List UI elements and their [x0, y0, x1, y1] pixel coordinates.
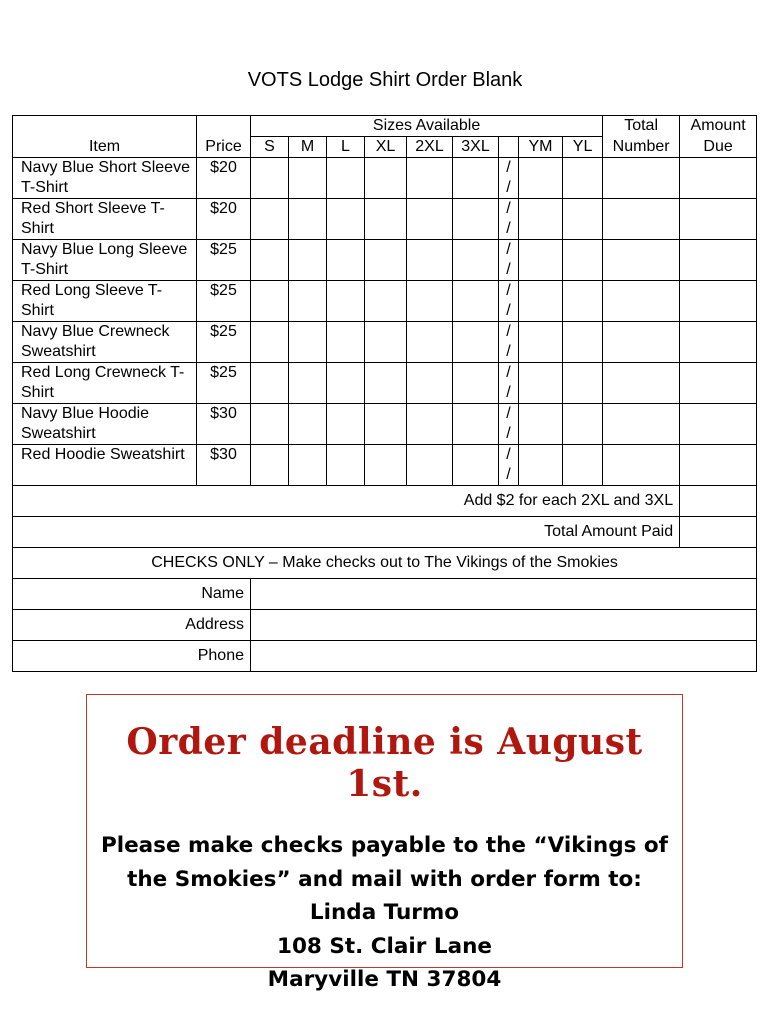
slash-mark: / — [506, 220, 511, 237]
qty-cell-s[interactable] — [251, 158, 289, 199]
phone-label: Phone — [13, 641, 251, 672]
price-header: Price — [197, 137, 251, 158]
item-price: $25 — [197, 322, 251, 363]
deadline-heading: Order deadline is August 1st. — [126, 721, 643, 805]
qty-cell-2xl[interactable] — [407, 281, 453, 322]
qty-cell-l[interactable] — [327, 281, 365, 322]
qty-cell-s[interactable] — [251, 240, 289, 281]
qty-cell-xl[interactable] — [365, 199, 407, 240]
name-label: Name — [13, 579, 251, 610]
size-header-s: S — [251, 137, 289, 158]
total-number-cell[interactable] — [603, 158, 680, 199]
item-header: Item — [13, 116, 197, 158]
mailing-street: 108 St. Clair Lane — [277, 933, 492, 959]
qty-cell-2xl[interactable] — [407, 199, 453, 240]
qty-cell-yl[interactable] — [563, 363, 603, 404]
qty-cell-2xl[interactable] — [407, 404, 453, 445]
qty-cell-yl[interactable] — [563, 199, 603, 240]
qty-cell-xl[interactable] — [365, 240, 407, 281]
total-number-cell[interactable] — [603, 404, 680, 445]
amount-header-line1: Amount — [680, 116, 757, 137]
qty-cell-m[interactable] — [289, 281, 327, 322]
size-slash-cell[interactable] — [499, 158, 519, 199]
qty-cell-3xl[interactable] — [453, 322, 499, 363]
qty-cell-3xl[interactable] — [453, 199, 499, 240]
mailing-line-1: Please make checks payable to the “Vikings of — [100, 833, 669, 858]
slash-mark: / — [506, 446, 511, 463]
slash-mark: / — [506, 466, 511, 483]
qty-cell-2xl[interactable] — [407, 240, 453, 281]
slash-mark: / — [506, 302, 511, 319]
qty-cell-yl[interactable] — [563, 322, 603, 363]
amount-due-cell[interactable] — [680, 240, 757, 281]
qty-cell-xl[interactable] — [365, 363, 407, 404]
qty-cell-m[interactable] — [289, 445, 327, 486]
qty-cell-3xl[interactable] — [453, 240, 499, 281]
amount-due-cell[interactable] — [680, 363, 757, 404]
mailing-instructions — [87, 829, 682, 997]
address-label: Address — [13, 610, 251, 641]
qty-cell-ym[interactable] — [519, 240, 563, 281]
item-price: $25 — [197, 363, 251, 404]
item-price: $20 — [197, 158, 251, 199]
qty-cell-xl[interactable] — [365, 281, 407, 322]
amount-due-cell[interactable] — [680, 199, 757, 240]
slash-mark: / — [506, 364, 511, 381]
sizes-available-header: Sizes Available — [251, 116, 603, 137]
qty-cell-l[interactable] — [327, 404, 365, 445]
size-header-blank — [499, 137, 519, 158]
total-header-line1: Total — [603, 116, 680, 137]
size-header-l: L — [327, 137, 365, 158]
amount-due-cell[interactable] — [680, 445, 757, 486]
item-price: $25 — [197, 240, 251, 281]
item-name: Red Long Sleeve T-Shirt — [13, 281, 197, 322]
page-title: VOTS Lodge Shirt Order Blank — [247, 69, 523, 91]
slash-mark: / — [506, 425, 511, 442]
total-number-cell[interactable] — [603, 363, 680, 404]
item-name: Red Short Sleeve T-Shirt — [13, 199, 197, 240]
qty-cell-yl[interactable] — [563, 445, 603, 486]
qty-cell-s[interactable] — [251, 322, 289, 363]
qty-cell-xl[interactable] — [365, 322, 407, 363]
qty-cell-s[interactable] — [251, 199, 289, 240]
qty-cell-m[interactable] — [289, 158, 327, 199]
total-paid-label: Total Amount Paid — [13, 517, 680, 548]
mailing-city: Maryville TN 37804 — [267, 967, 502, 992]
qty-cell-ym[interactable] — [519, 158, 563, 199]
item-name: Red Long Crewneck T-Shirt — [13, 363, 197, 404]
qty-cell-yl[interactable] — [563, 404, 603, 445]
qty-cell-xl[interactable] — [365, 404, 407, 445]
surcharge-note: Add $2 for each 2XL and 3XL — [13, 486, 680, 517]
qty-cell-2xl[interactable] — [407, 363, 453, 404]
name-field[interactable] — [251, 579, 757, 610]
amount-due-cell[interactable] — [680, 322, 757, 363]
size-header-3xl: 3XL — [453, 137, 499, 158]
total-number-cell[interactable] — [603, 199, 680, 240]
qty-cell-s[interactable] — [251, 363, 289, 404]
qty-cell-3xl[interactable] — [453, 281, 499, 322]
qty-cell-ym[interactable] — [519, 404, 563, 445]
item-name: Navy Blue Long Sleeve T-Shirt — [13, 240, 197, 281]
item-price: $30 — [197, 445, 251, 486]
qty-cell-ym[interactable] — [519, 322, 563, 363]
slash-mark: / — [506, 384, 511, 401]
total-paid-cell[interactable] — [680, 517, 757, 548]
qty-cell-yl[interactable] — [563, 158, 603, 199]
total-header-line2: Number — [603, 137, 680, 158]
qty-cell-l[interactable] — [327, 445, 365, 486]
qty-cell-yl[interactable] — [563, 240, 603, 281]
qty-cell-m[interactable] — [289, 322, 327, 363]
qty-cell-l[interactable] — [327, 322, 365, 363]
qty-cell-3xl[interactable] — [453, 404, 499, 445]
qty-cell-m[interactable] — [289, 363, 327, 404]
item-row — [13, 240, 757, 281]
slash-mark: / — [506, 405, 511, 422]
size-slash-cell[interactable] — [499, 281, 519, 322]
order-notice-box — [86, 694, 683, 992]
qty-cell-xl[interactable] — [365, 445, 407, 486]
qty-cell-l[interactable] — [327, 240, 365, 281]
qty-cell-ym[interactable] — [519, 363, 563, 404]
item-name: Navy Blue Short Sleeve T-Shirt — [13, 158, 197, 199]
item-price: $25 — [197, 281, 251, 322]
amount-due-cell[interactable] — [680, 158, 757, 199]
qty-cell-l[interactable] — [327, 158, 365, 199]
surcharge-amount-cell[interactable] — [680, 486, 757, 517]
order-table — [12, 115, 757, 672]
slash-mark: / — [506, 323, 511, 340]
qty-cell-2xl[interactable] — [407, 322, 453, 363]
size-slash-cell[interactable] — [499, 445, 519, 486]
qty-cell-l[interactable] — [327, 363, 365, 404]
phone-field[interactable] — [251, 641, 757, 672]
size-header-2xl: 2XL — [407, 137, 453, 158]
qty-cell-ym[interactable] — [519, 281, 563, 322]
size-header-ym: YM — [519, 137, 563, 158]
mailing-line-2: the Smokies” and mail with order form to: — [127, 866, 642, 892]
item-row — [13, 199, 757, 240]
size-slash-cell[interactable] — [499, 199, 519, 240]
qty-cell-2xl[interactable] — [407, 158, 453, 199]
mailing-name: Linda Turmo — [309, 900, 460, 925]
qty-cell-m[interactable] — [289, 199, 327, 240]
size-slash-cell[interactable] — [499, 240, 519, 281]
qty-cell-3xl[interactable] — [453, 445, 499, 486]
slash-mark: / — [506, 241, 511, 258]
item-price: $20 — [197, 199, 251, 240]
size-header-yl: YL — [563, 137, 603, 158]
total-number-cell[interactable] — [603, 281, 680, 322]
qty-cell-ym[interactable] — [519, 445, 563, 486]
size-header-xl: XL — [365, 137, 407, 158]
slash-mark: / — [506, 159, 511, 176]
slash-mark: / — [506, 282, 511, 299]
total-number-cell[interactable] — [603, 240, 680, 281]
total-number-cell[interactable] — [603, 445, 680, 486]
qty-cell-s[interactable] — [251, 445, 289, 486]
qty-cell-yl[interactable] — [563, 281, 603, 322]
amount-due-cell[interactable] — [680, 281, 757, 322]
item-row — [13, 158, 757, 199]
size-slash-cell[interactable] — [499, 404, 519, 445]
item-name: Navy Blue Hoodie Sweatshirt — [13, 404, 197, 445]
checks-note: CHECKS ONLY – Make checks out to The Vikings of the Smokies — [13, 548, 757, 579]
item-row — [13, 404, 757, 445]
size-slash-cell[interactable] — [499, 322, 519, 363]
slash-mark: / — [506, 343, 511, 360]
item-row — [13, 281, 757, 322]
address-field[interactable] — [251, 610, 757, 641]
total-number-cell[interactable] — [603, 322, 680, 363]
qty-cell-s[interactable] — [251, 404, 289, 445]
qty-cell-m[interactable] — [289, 240, 327, 281]
item-name: Red Hoodie Sweatshirt — [13, 445, 197, 486]
qty-cell-xl[interactable] — [365, 158, 407, 199]
qty-cell-ym[interactable] — [519, 199, 563, 240]
item-name: Navy Blue Crewneck Sweatshirt — [13, 322, 197, 363]
qty-cell-l[interactable] — [327, 199, 365, 240]
qty-cell-2xl[interactable] — [407, 445, 453, 486]
amount-due-cell[interactable] — [680, 404, 757, 445]
amount-header-line2: Due — [680, 137, 757, 158]
item-price: $30 — [197, 404, 251, 445]
qty-cell-m[interactable] — [289, 404, 327, 445]
qty-cell-3xl[interactable] — [453, 363, 499, 404]
qty-cell-s[interactable] — [251, 281, 289, 322]
item-row — [13, 445, 757, 486]
size-slash-cell[interactable] — [499, 363, 519, 404]
size-header-m: M — [289, 137, 327, 158]
slash-mark: / — [506, 200, 511, 217]
slash-mark: / — [506, 179, 511, 196]
qty-cell-3xl[interactable] — [453, 158, 499, 199]
slash-mark: / — [506, 261, 511, 278]
item-row — [13, 363, 757, 404]
item-row — [13, 322, 757, 363]
